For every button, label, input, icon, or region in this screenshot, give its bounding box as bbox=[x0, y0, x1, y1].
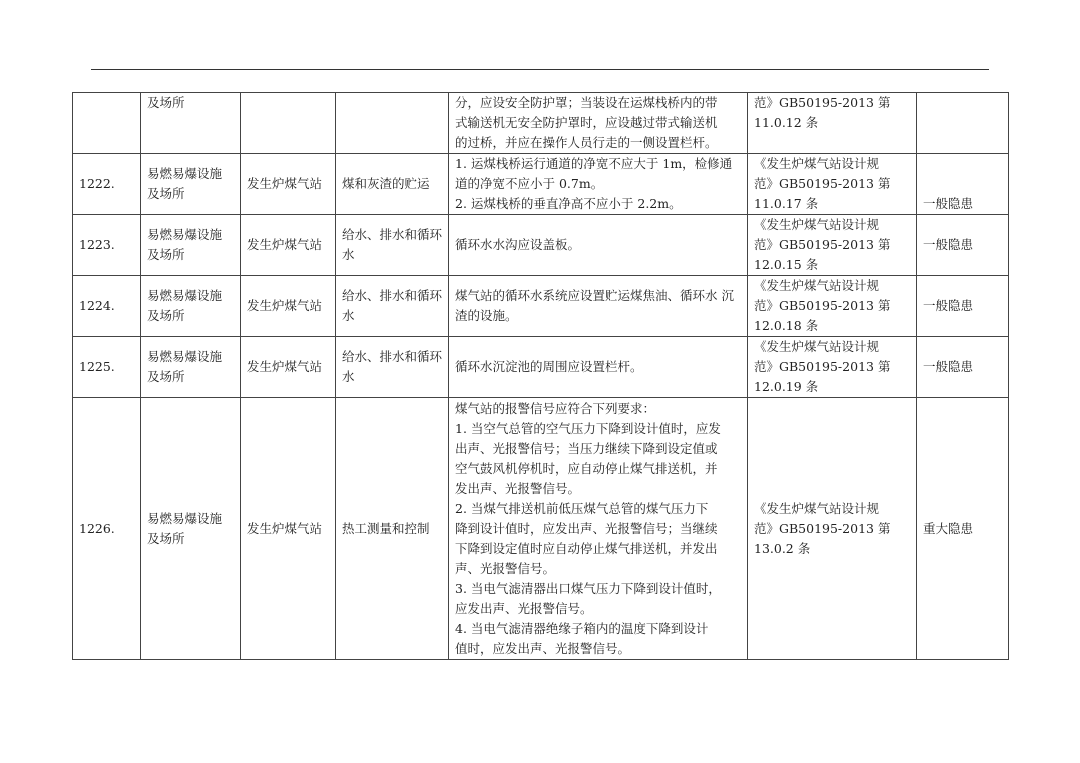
row-number: 1224. bbox=[73, 276, 141, 337]
basis-line: 范》GB50195-2013 第 bbox=[754, 95, 891, 110]
basis-line: 范》GB50195-2013 第 bbox=[754, 359, 891, 374]
basis-line: 12.0.18 条 bbox=[754, 318, 819, 333]
requirement-line: 煤气站的报警信号应符合下列要求： bbox=[455, 400, 656, 416]
basis-line: 范》GB50195-2013 第 bbox=[754, 520, 891, 536]
hazard-table bbox=[72, 92, 1009, 660]
table-row bbox=[73, 154, 1009, 215]
requirement-line: 1. 运煤栈桥运行通道的净宽不应大于 1m，检修通 bbox=[455, 156, 733, 171]
hazard-level-cell bbox=[917, 93, 1009, 154]
category-cell: 易燃易爆设施及场所 bbox=[141, 276, 241, 337]
category-cell: 易燃易爆设施及场所 bbox=[141, 398, 241, 660]
hazard-level-cell: 一般隐患 bbox=[917, 154, 1009, 215]
hazard-level-cell: 一般隐患 bbox=[917, 337, 1009, 398]
section-cell bbox=[336, 93, 449, 154]
basis-cell bbox=[748, 276, 917, 337]
row-number: 1226. bbox=[73, 398, 141, 660]
requirement-line: 2. 运煤栈桥的垂直净高不应小于 2.2m。 bbox=[455, 196, 682, 211]
basis-line: 范》GB50195-2013 第 bbox=[754, 237, 891, 252]
requirement-line: 煤气站的循环水系统应设置贮运煤焦油、循环水 bbox=[455, 288, 718, 303]
header-rule bbox=[91, 69, 989, 70]
facility-cell: 发生炉煤气站 bbox=[241, 337, 336, 398]
requirement-line: 应发出声、光报警信号。 bbox=[455, 600, 593, 616]
basis-cell bbox=[748, 215, 917, 276]
section-cell: 给水、排水和循环水 bbox=[336, 215, 449, 276]
row-number: 1222. bbox=[73, 154, 141, 215]
hazard-level-cell: 重大隐患 bbox=[917, 398, 1009, 660]
row-number: 1223. bbox=[73, 215, 141, 276]
section-cell: 煤和灰渣的贮运 bbox=[336, 154, 449, 215]
requirement-line: 循环水沉淀池的周围应设置栏杆。 bbox=[455, 359, 643, 374]
requirement-line: 降到设计值时，应发出声、光报警信号；当继续 bbox=[455, 520, 718, 536]
basis-line: 《发生炉煤气站设计规 bbox=[754, 339, 880, 354]
requirement-cell bbox=[449, 93, 748, 154]
requirement-line: 出声、光报警信号；当压力继续下降到设定值或 bbox=[455, 440, 718, 456]
basis-cell bbox=[748, 154, 917, 215]
facility-cell bbox=[241, 93, 336, 154]
requirement-line: 道的净宽不应小于 0.7m。 bbox=[455, 176, 604, 191]
requirement-line: 1. 当空气总管的空气压力下降到设计值时，应发 bbox=[455, 420, 721, 436]
basis-line: 《发生炉煤气站设计规 bbox=[754, 156, 880, 171]
section-cell: 热工测量和控制 bbox=[336, 398, 449, 660]
row-number bbox=[73, 93, 141, 154]
requirement-line: 发出声、光报警信号。 bbox=[455, 480, 581, 496]
requirement-line: 沉渣的设施。 bbox=[455, 288, 735, 323]
requirement-line: 声、光报警信号。 bbox=[455, 560, 556, 576]
basis-line: 《发生炉煤气站设计规 bbox=[754, 217, 880, 232]
table-row bbox=[73, 276, 1009, 337]
facility-cell: 发生炉煤气站 bbox=[241, 276, 336, 337]
facility-cell: 发生炉煤气站 bbox=[241, 154, 336, 215]
basis-cell bbox=[748, 398, 917, 660]
requirement-line: 的过桥，并应在操作人员行走的一侧设置栏杆。 bbox=[455, 135, 718, 150]
requirement-line: 4. 当电气滤清器绝缘子箱内的温度下降到设计 bbox=[455, 620, 709, 636]
requirement-line: 2. 当煤气排送机前低压煤气总管的煤气压力下 bbox=[455, 500, 709, 516]
basis-cell bbox=[748, 93, 917, 154]
basis-line: 13.0.2 条 bbox=[754, 540, 811, 556]
requirement-line: 分，应设安全防护罩；当装设在运煤栈桥内的带 bbox=[455, 95, 718, 110]
facility-cell: 发生炉煤气站 bbox=[241, 398, 336, 660]
basis-line: 范》GB50195-2013 第 bbox=[754, 176, 891, 191]
basis-line: 11.0.12 条 bbox=[754, 115, 819, 130]
basis-line: 12.0.15 条 bbox=[754, 257, 819, 272]
requirement-cell bbox=[449, 398, 748, 660]
requirement-line: 空气鼓风机停机时，应自动停止煤气排送机，并 bbox=[455, 460, 718, 476]
table-row bbox=[73, 93, 1009, 154]
basis-cell bbox=[748, 337, 917, 398]
category-cell: 易燃易爆设施及场所 bbox=[141, 337, 241, 398]
table-row bbox=[73, 398, 1009, 660]
basis-line: 范》GB50195-2013 第 bbox=[754, 298, 891, 313]
facility-cell: 发生炉煤气站 bbox=[241, 215, 336, 276]
requirement-line: 循环水水沟应设盖板。 bbox=[455, 237, 581, 252]
hazard-level-cell: 一般隐患 bbox=[917, 215, 1009, 276]
basis-line: 11.0.17 条 bbox=[754, 196, 819, 211]
requirement-line: 下降到设定值时应自动停止煤气排送机，并发出 bbox=[455, 540, 718, 556]
table-row bbox=[73, 337, 1009, 398]
requirement-line: 式输送机无安全防护罩时，应设越过带式输送机 bbox=[455, 115, 718, 130]
table-row bbox=[73, 215, 1009, 276]
basis-line: 12.0.19 条 bbox=[754, 379, 819, 394]
section-cell: 给水、排水和循环水 bbox=[336, 276, 449, 337]
basis-line: 《发生炉煤气站设计规 bbox=[754, 500, 880, 516]
hazard-level-cell: 一般隐患 bbox=[917, 276, 1009, 337]
category-cell: 易燃易爆设施及场所 bbox=[141, 215, 241, 276]
requirement-cell bbox=[449, 154, 748, 215]
requirement-line: 值时，应发出声、光报警信号。 bbox=[455, 640, 631, 656]
category-cell: 易燃易爆设施及场所 bbox=[141, 154, 241, 215]
requirement-cell bbox=[449, 337, 748, 398]
requirement-line: 3. 当电气滤清器出口煤气压力下降到设计值时， bbox=[455, 580, 721, 596]
basis-line: 《发生炉煤气站设计规 bbox=[754, 278, 880, 293]
requirement-cell bbox=[449, 276, 748, 337]
requirement-cell bbox=[449, 215, 748, 276]
row-number: 1225. bbox=[73, 337, 141, 398]
section-cell: 给水、排水和循环水 bbox=[336, 337, 449, 398]
category-cell: 及场所 bbox=[141, 93, 241, 154]
